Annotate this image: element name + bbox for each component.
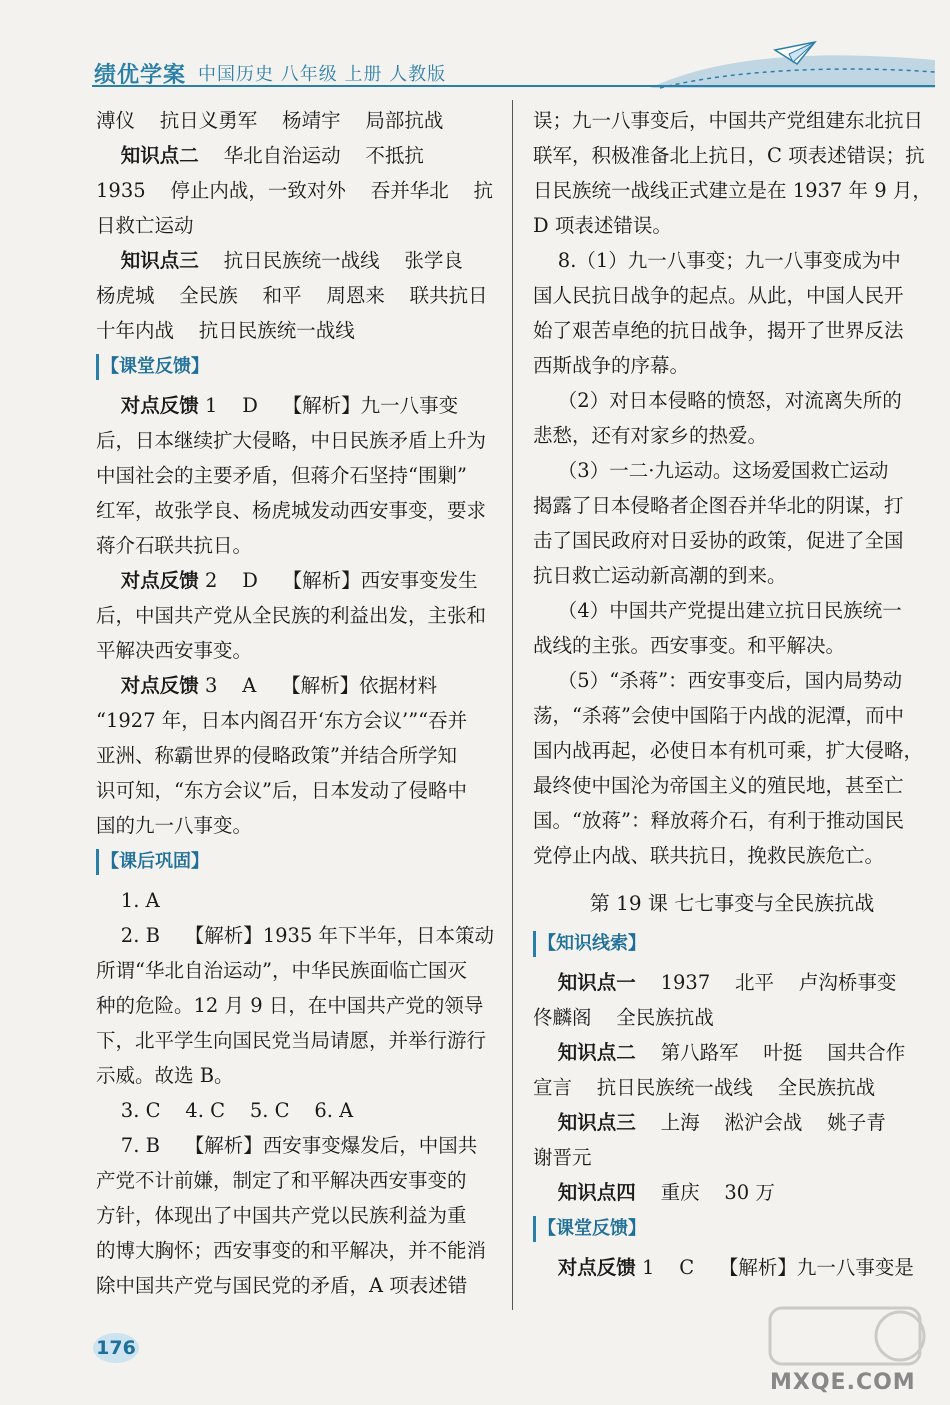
text-line: 十年内战 抗日民族统一战线 [96, 319, 355, 342]
keyword-label: 知识点三 [557, 1111, 636, 1134]
text-line: 红军，故张学良、杨虎城发动西安事变，要求 [96, 499, 487, 522]
text-line: 除中国共产党与国民党的矛盾，A 项表述错 [96, 1274, 468, 1297]
text-line: 对点反馈 2 D 【解析】西安事变发生 [120, 569, 478, 592]
text-line: 知识点二 第八路军 叶挺 国共合作 [557, 1041, 906, 1064]
text-line: 国。“放蒋”：释放蒋介石，有利于推动国民 [533, 809, 904, 832]
keyword-label: 知识点二 [120, 144, 199, 167]
page-number-text: 176 [96, 1337, 136, 1359]
text-line: 揭露了日本侵略者企图吞并华北的阴谋，打 [533, 494, 904, 517]
keyword-label: 对点反馈 [557, 1256, 636, 1279]
text-line: 误；九一八事变后，中国共产党组建东北抗日 [533, 109, 924, 132]
text-line: 西斯战争的序幕。 [533, 354, 690, 377]
text-line: 击了国民政府对日妥协的政策，促进了全国 [533, 529, 904, 552]
text-line: 后，中国共产党从全民族的利益出发，主张和 [96, 604, 487, 627]
left-column [96, 103, 496, 1303]
text-line: 知识点三 抗日民族统一战线 张学良 [120, 249, 463, 272]
text-line: （5）“杀蒋”：西安事变后，国内局势动 [533, 669, 903, 692]
text-line: 对点反馈 1 C 【解析】九一八事变是 [557, 1256, 914, 1279]
text-line: 悲愁，还有对家乡的热爱。 [533, 424, 768, 447]
text-line: 溥仪 抗日义勇军 杨靖宇 局部抗战 [96, 109, 444, 132]
text-line: 荡，“杀蒋”会使中国陷于内战的泥潭，而中 [533, 704, 904, 727]
text-line: 抗日救亡运动新高潮的到来。 [533, 564, 787, 587]
text-line: D 项表述错误。 [533, 214, 672, 237]
text-line: 国的九一八事变。 [96, 814, 253, 837]
text-line: 的博大胸怀；西安事变的和平解决，并不能消 [96, 1239, 487, 1262]
text-line: 党停止内战、联共抗日，挽救民族危亡。 [533, 844, 885, 867]
text-line: 下，北平学生向国民党当局请愿，并举行游行 [96, 1029, 487, 1052]
section-heading-row [533, 925, 931, 965]
text-line: 识可知，“东方会议”后，日本发动了侵略中 [96, 779, 467, 802]
text-line: 对点反馈 1 D 【解析】九一八事变 [120, 394, 459, 417]
text-line: （2）对日本侵略的愤怒，对流离失所的 [533, 389, 902, 412]
keyword-label: 知识点二 [557, 1041, 636, 1064]
text-line: 杨虎城 全民族 和平 周恩来 联共抗日 [96, 284, 488, 307]
text-line: 日救亡运动 [96, 214, 194, 237]
brand-title: 绩优学案 [94, 63, 187, 88]
section-heading: 【课堂反馈】 [533, 1216, 652, 1242]
keyword-label: 知识点四 [557, 1181, 636, 1204]
lesson-title: 第 19 课 七七事变与全民族抗战 [589, 891, 875, 915]
page-header [0, 0, 950, 95]
keyword-label: 对点反馈 [120, 569, 199, 592]
text-line: 1935 停止内战，一致对外 吞并华北 抗 [96, 179, 494, 202]
right-column [533, 103, 931, 1285]
section-heading: 【课堂反馈】 [96, 354, 215, 380]
text-line: 平解决西安事变。 [96, 639, 253, 662]
text-line: 知识点一 1937 北平 卢沟桥事变 [557, 971, 897, 994]
text-line: 知识点三 上海 淞沪会战 姚子青 [557, 1111, 886, 1134]
text-line: 对点反馈 3 A 【解析】依据材料 [120, 674, 438, 697]
text-line: 知识点四 重庆 30 万 [557, 1181, 775, 1204]
text-line: 种的危险。12 月 9 日，在中国共产党的领导 [96, 994, 484, 1017]
text-line: 始了艰苦卓绝的抗日战争，揭开了世界反法 [533, 319, 904, 342]
section-heading: 【课后巩固】 [96, 849, 215, 875]
text-line: 方针，体现出了中国共产党以民族利益为重 [96, 1204, 467, 1227]
text-line: 1. A [96, 889, 160, 912]
text-line: 中国社会的主要矛盾，但蒋介石坚持“围剿” [96, 464, 467, 487]
keyword-label: 对点反馈 [120, 394, 199, 417]
text-line: 佟麟阁 全民族抗战 [533, 1006, 714, 1029]
watermark-text: MXQE.COM [770, 1370, 916, 1395]
text-line: 联军，积极准备北上抗日，C 项表述错误；抗 [533, 144, 925, 167]
text-line: “1927 年，日本内阁召开‘东方会议’”“吞并 [96, 709, 468, 732]
keyword-label: 对点反馈 [120, 674, 199, 697]
text-line: 示威。故选 B。 [96, 1064, 234, 1087]
text-line: 3. C 4. C 5. C 6. A [96, 1099, 354, 1122]
text-line: 日民族统一战线正式建立是在 1937 年 9 月， [533, 179, 932, 202]
text-line: 2. B 【解析】1935 年下半年，日本策动 [96, 924, 495, 947]
text-line: 8.（1）九一八事变；九一八事变成为中 [533, 249, 901, 272]
text-line: 后，日本继续扩大侵略，中日民族矛盾上升为 [96, 429, 487, 452]
section-heading-row [96, 348, 496, 388]
page-number [92, 1330, 140, 1366]
text-line: 亚洲、称霸世界的侵略政策”并结合所学知 [96, 744, 457, 767]
text-line: 战线的主张。西安事变。和平解决。 [533, 634, 846, 657]
column-divider [512, 100, 513, 1310]
text-line: （4）中国共产党提出建立抗日民族统一 [533, 599, 902, 622]
text-line: 7. B 【解析】西安事变爆发后，中国共 [96, 1134, 478, 1157]
text-line: 谢晋元 [533, 1146, 592, 1169]
book-subject: 中国历史 八年级 上册 人教版 [198, 64, 447, 85]
keyword-label: 知识点三 [120, 249, 199, 272]
section-heading: 【知识线索】 [533, 931, 652, 957]
text-line: 产党不计前嫌，制定了和平解决西安事变的 [96, 1169, 467, 1192]
text-line: 知识点二 华北自治运动 不抵抗 [120, 144, 424, 167]
text-line: （3）一二·九运动。这场爱国救亡运动 [533, 459, 889, 482]
keyword-label: 知识点一 [557, 971, 636, 994]
text-line: 所谓“华北自治运动”，中华民族面临亡国灭 [96, 959, 467, 982]
text-line: 最终使中国沦为帝国主义的殖民地，甚至亡 [533, 774, 904, 797]
text-line: 国人民抗日战争的起点。从此，中国人民开 [533, 284, 904, 307]
section-heading-row [96, 843, 496, 883]
text-line: 宣言 抗日民族统一战线 全民族抗战 [533, 1076, 876, 1099]
text-line: 蒋介石联共抗日。 [96, 534, 253, 557]
section-heading-row [533, 1210, 931, 1250]
text-line: 国内战再起，必使日本有机可乘，扩大侵略， [533, 739, 924, 762]
